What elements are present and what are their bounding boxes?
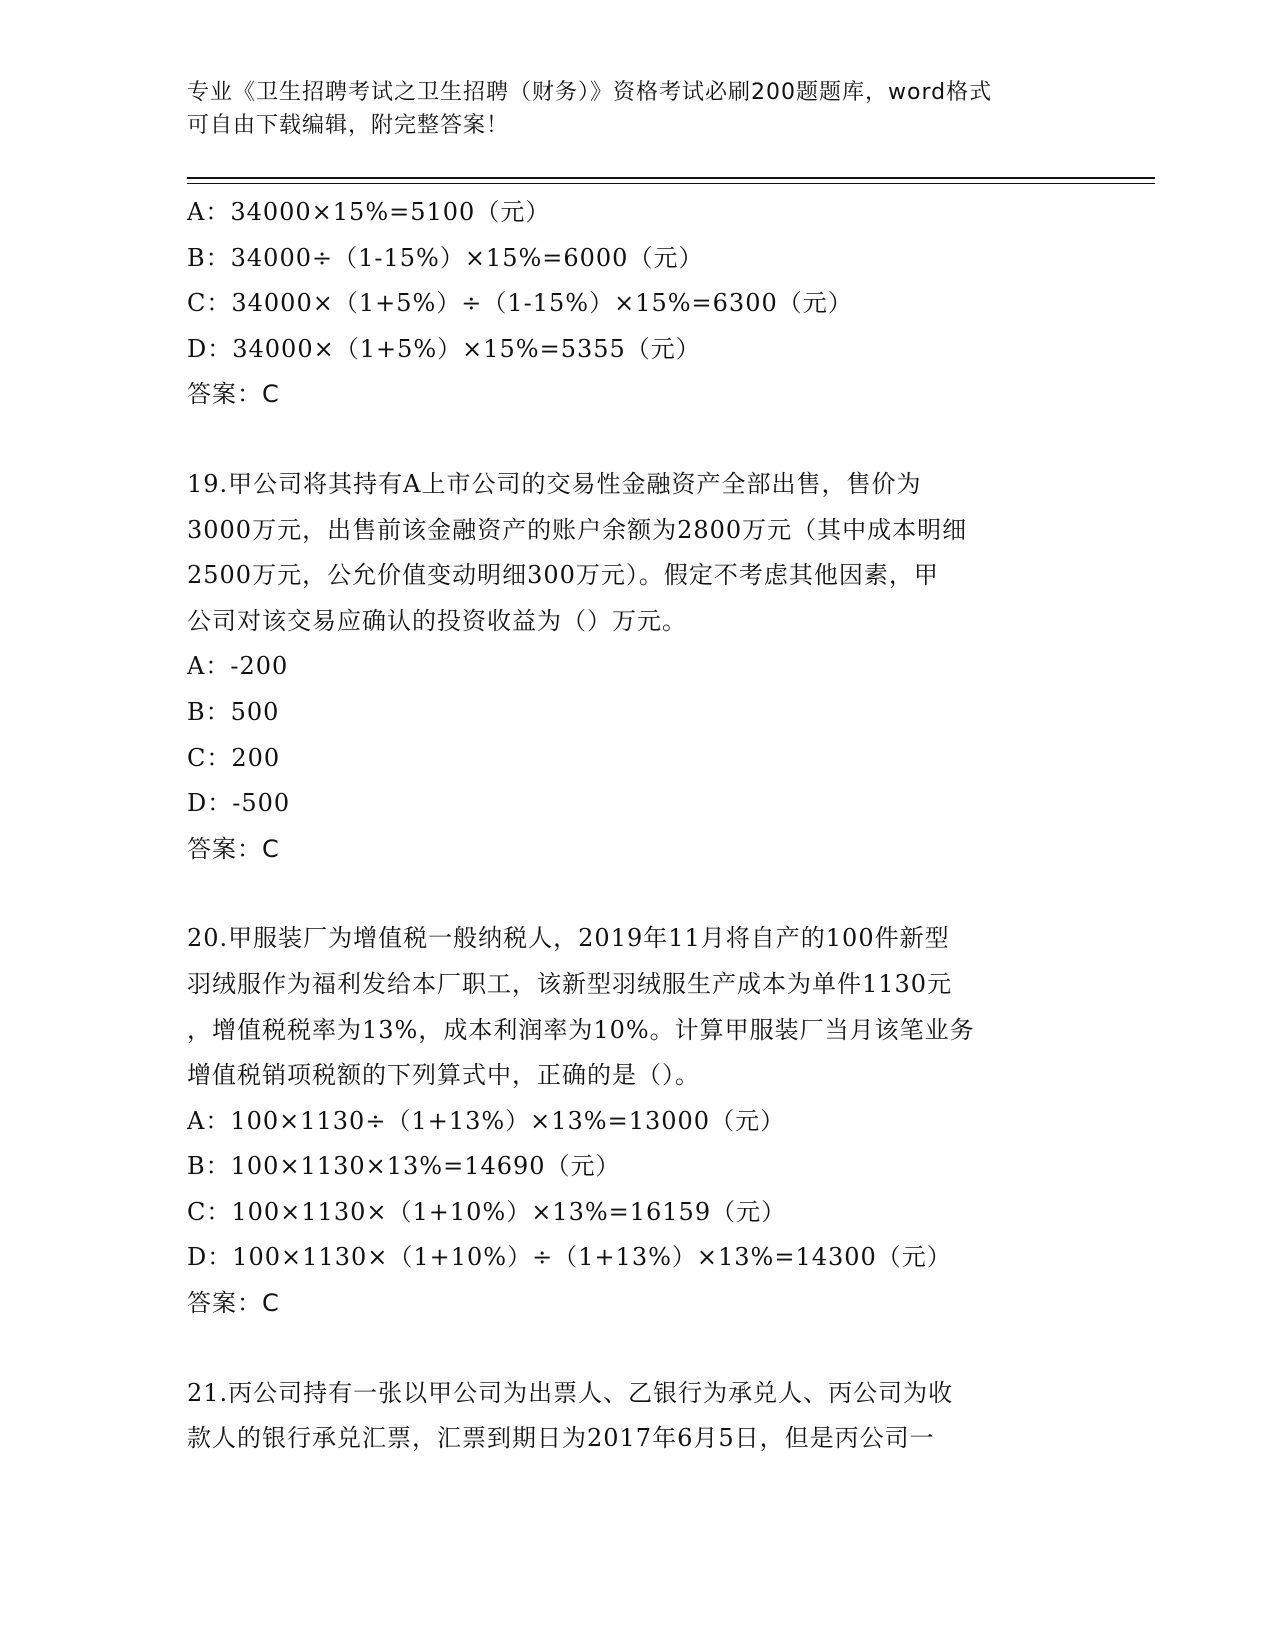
option-a: A：34000×15%=5100（元） xyxy=(187,198,551,226)
question-19 xyxy=(187,462,1107,872)
option-d: D：100×1130×（1+10%）÷（1+13%）×13%=14300（元） xyxy=(187,1243,952,1272)
option-d: D：-500 xyxy=(187,789,291,818)
option-a: A：-200 xyxy=(187,652,289,681)
header-rule-thick xyxy=(187,177,1155,179)
question-text-line: 2500万元，公允价值变动明细300万元）。假定不考虑其他因素，甲 xyxy=(187,561,939,590)
question-18 xyxy=(187,190,1107,418)
question-21 xyxy=(187,1371,1107,1462)
question-content xyxy=(187,190,1107,1462)
option-d: D：34000×（1+5%）×15%=5355（元） xyxy=(187,334,701,363)
header-line-1: 专业《卫生招聘考试之卫生招聘（财务）》资格考试必刷200题题库，word格式 xyxy=(187,80,993,105)
question-text-line: 款人的银行承兑汇票，汇票到期日为2017年6月5日，但是丙公司一 xyxy=(187,1424,935,1453)
question-text-line: 公司对该交易应确认的投资收益为（）万元。 xyxy=(187,606,687,635)
option-c: C：100×1130×（1+10%）×13%=16159（元） xyxy=(187,1197,787,1226)
question-text-line: 20.甲服装厂为增值税一般纳税人，2019年11月将自产的100件新型 xyxy=(187,924,950,953)
option-c: C：34000×（1+5%）÷（1-15%）×15%=6300（元） xyxy=(187,289,853,318)
option-c: C：200 xyxy=(187,743,281,772)
header-line-2: 可自由下载编辑，附完整答案！ xyxy=(187,113,510,138)
question-20 xyxy=(187,916,1107,1326)
question-text-line: 19.甲公司将其持有A上市公司的交易性金融资产全部出售，售价为 xyxy=(187,469,922,498)
question-text-line: 3000万元，出售前该金融资产的账户余额为2800万元（其中成本明细 xyxy=(187,515,968,544)
header-rule-thin xyxy=(187,183,1155,184)
answer: 答案：C xyxy=(187,834,280,863)
option-b: B：100×1130×13%=14690（元） xyxy=(187,1152,621,1181)
option-b: B：34000÷（1-15%）×15%=6000（元） xyxy=(187,243,704,272)
option-a: A：100×1130÷（1+13%）×13%=13000（元） xyxy=(187,1106,786,1135)
question-text-line: 增值税销项税额的下列算式中，正确的是（）。 xyxy=(187,1061,700,1090)
answer: 答案：C xyxy=(187,380,280,409)
question-text-line: 羽绒服作为福利发给本厂职工，该新型羽绒服生产成本为单件1130元 xyxy=(187,969,953,998)
option-b: B：500 xyxy=(187,697,280,726)
page-header xyxy=(187,76,1087,142)
question-text-line: 21.丙公司持有一张以甲公司为出票人、乙银行为承兑人、丙公司为收 xyxy=(187,1378,954,1407)
answer: 答案：C xyxy=(187,1289,280,1318)
question-text-line: ，增值税税率为13%，成本利润率为10%。计算甲服装厂当月该笔业务 xyxy=(187,1015,975,1044)
